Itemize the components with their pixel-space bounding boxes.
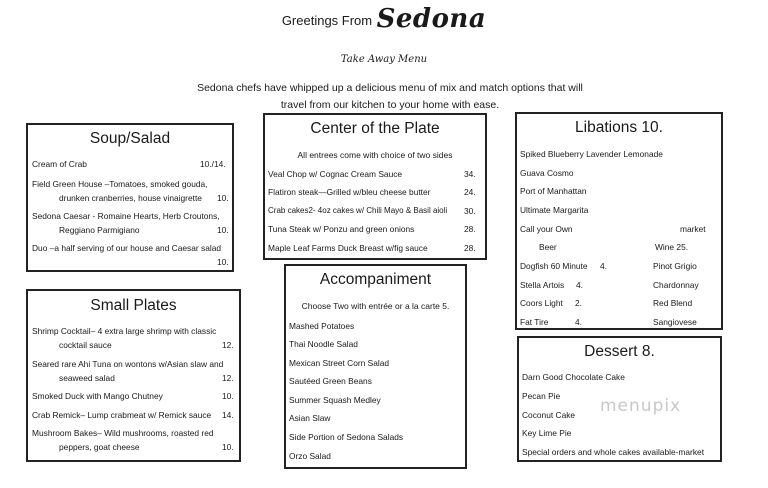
wine-item: Pinot Grigio xyxy=(653,261,697,271)
section-title: Dessert 8. xyxy=(584,343,655,360)
wine-item: Red Blend xyxy=(653,298,693,308)
menu-item: Crab cakes2- 4oz cakes w/ Chili Mayo & Basil aioli xyxy=(268,206,448,215)
item-price: 24. xyxy=(464,187,476,197)
menu-item: Guava Cosmo xyxy=(520,168,574,178)
soup-salad-section xyxy=(26,123,234,272)
menu-item: Key Lime Pie xyxy=(522,428,572,438)
item-price: 2. xyxy=(575,298,582,308)
menu-item: Veal Chop w/ Cognac Cream Sauce xyxy=(268,169,403,179)
item-price: 10. xyxy=(217,257,229,267)
menu-item: Field Green House –Tomatoes, smoked gouda, xyxy=(32,179,208,189)
item-price: 12. xyxy=(222,373,234,383)
item-price: 28. xyxy=(464,224,476,234)
libations-section xyxy=(515,112,723,330)
page-greeting xyxy=(0,4,768,34)
item-price: 30. xyxy=(464,206,476,216)
market-label: market xyxy=(680,224,706,234)
menu-item: Maple Leaf Farms Duck Breast w/fig sauce xyxy=(268,243,428,253)
menu-item: Darn Good Chocolate Cake xyxy=(522,372,625,382)
beer-item: Stella Artois xyxy=(520,280,565,290)
menu-item: Duo –a half serving of our house and Caesar salad xyxy=(32,243,222,253)
menu-item xyxy=(32,159,87,169)
menu-item: Reggiano Parmigiano xyxy=(59,225,140,235)
wine-item: Sangiovese xyxy=(653,317,697,327)
small-plates-section xyxy=(26,289,241,462)
menu-item: Flatiron steak—Grilled w/bleu cheese butter xyxy=(268,187,431,197)
item-price: 4. xyxy=(575,317,582,327)
section-title: Libations 10. xyxy=(575,119,663,136)
menu-item: Side Portion of Sedona Salads xyxy=(289,432,404,442)
section-title: Accompaniment xyxy=(319,271,432,288)
item-price: 4. xyxy=(600,261,607,271)
item-price: 14. xyxy=(222,410,234,420)
beer-item: Dogfish 60 Minute xyxy=(520,261,588,271)
wine-item: Chardonnay xyxy=(653,280,699,290)
menu-item: Call your Own xyxy=(520,224,573,234)
beer-item: Coors Light xyxy=(520,298,563,308)
section-title: Small Plates xyxy=(90,297,177,314)
menu-item: Special orders and whole cakes available-market xyxy=(522,447,705,457)
brand-logo: Sedona xyxy=(376,4,487,34)
item-price: 10./14. xyxy=(200,159,226,169)
menu-item: Pecan Pie xyxy=(522,391,561,401)
menu-item: Summer Squash Medley xyxy=(289,395,381,405)
watermark: menupix xyxy=(600,396,682,416)
menu-item: Sedona Caesar - Romaine Hearts, Herb Croutons, xyxy=(32,211,220,221)
menu-item: Port of Manhattan xyxy=(520,186,587,196)
greeting-text: Greetings From xyxy=(281,13,373,28)
intro-line: Sedona chefs have whipped up a delicious menu of mix and match options that will xyxy=(197,82,583,94)
item-price: 4. xyxy=(576,280,583,290)
menu-item: Crab Remick– Lump crabmeat w/ Remick sauce xyxy=(32,410,212,420)
menu-item: Mexican Street Corn Salad xyxy=(289,358,390,368)
menu-item: Mushroom Bakes– Wild mushrooms, roasted red xyxy=(32,428,214,438)
item-price: 12. xyxy=(222,340,234,350)
menu-item: Sautéed Green Beans xyxy=(289,376,372,386)
item-name: Cream of Crab xyxy=(32,159,87,169)
section-note: All entrees come with choice of two sides xyxy=(297,150,453,160)
menu-item: Asian Slaw xyxy=(289,413,331,423)
menu-item: cocktail sauce xyxy=(59,340,112,350)
menu-item: seaweed salad xyxy=(59,373,115,383)
item-price: 10. xyxy=(217,193,229,203)
menu-item: drunken cranberries, house vinaigrette xyxy=(59,193,202,203)
menu-item: Orzo Salad xyxy=(289,451,331,461)
center-of-plate-section xyxy=(263,113,487,260)
menu-item: Ultimate Margarita xyxy=(520,205,589,215)
menu-item: Smoked Duck with Mango Chutney xyxy=(32,391,163,401)
intro-line: travel from our kitchen to your home with ease. xyxy=(280,99,500,111)
menu-item: Spiked Blueberry Lavender Lemonade xyxy=(520,149,663,159)
item-price: 10. xyxy=(222,442,234,452)
beer-item: Fat Tire xyxy=(520,317,549,327)
menu-subtitle: Take Away Menu xyxy=(340,54,428,65)
menu-item: Mashed Potatoes xyxy=(289,321,355,331)
item-price: 10. xyxy=(222,391,234,401)
menu-item: Tuna Steak w/ Ponzu and green onions xyxy=(268,224,415,234)
section-title: Center of the Plate xyxy=(310,120,440,137)
section-note: Choose Two with entrée or a la carte 5. xyxy=(301,301,450,311)
item-price: 34. xyxy=(464,169,476,179)
menu-item: Coconut Cake xyxy=(522,410,576,420)
menu-item: peppers, goat cheese xyxy=(59,442,140,452)
accompaniment-section xyxy=(284,264,467,469)
item-price: 28. xyxy=(464,243,476,253)
item-price: 10. xyxy=(217,225,229,235)
wine-heading: Wine 25. xyxy=(655,242,689,252)
menu-item: Thai Noodle Salad xyxy=(289,339,358,349)
menu-item: Shrimp Cocktail– 4 extra large shrimp with classic xyxy=(32,326,217,336)
section-title: Soup/Salad xyxy=(89,130,171,147)
beer-heading: Beer xyxy=(539,242,557,252)
menu-item: Seared rare Ahi Tuna on wontons w/Asian slaw and xyxy=(32,359,224,369)
intro-text xyxy=(180,80,600,114)
